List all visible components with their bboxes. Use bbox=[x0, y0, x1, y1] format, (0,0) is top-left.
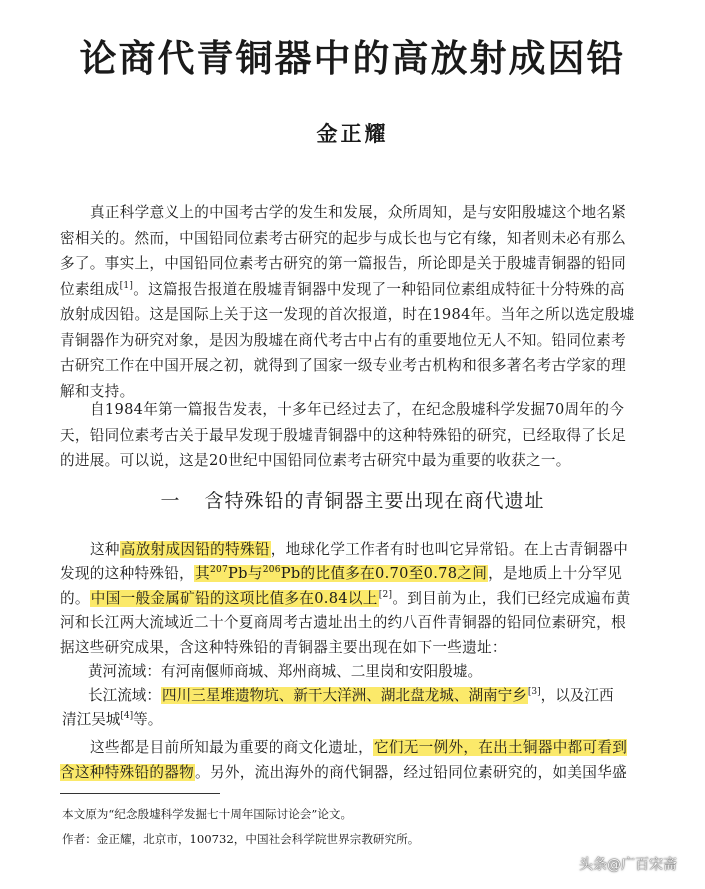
section-number: 一 bbox=[160, 490, 181, 512]
body-text: 这些都是目前所知最为重要的商文化遗址， bbox=[90, 739, 373, 756]
body-text: 这种 bbox=[90, 541, 120, 558]
footnote-divider bbox=[60, 793, 220, 794]
body-text: 长江流域： bbox=[88, 687, 161, 704]
author-name: 金正耀 bbox=[316, 122, 389, 146]
reference-marker: [2] bbox=[378, 589, 393, 600]
highlight-text: 其 bbox=[195, 565, 210, 583]
highlight-text: Pb与 bbox=[228, 565, 263, 583]
watermark-text: 头条@广百宋斋 bbox=[579, 857, 677, 873]
reference-marker: [4] bbox=[120, 711, 134, 721]
body-text: ，地球化学工作者有时也叫它异常铅。在上古青铜器中发现的这种特殊铅， bbox=[60, 541, 629, 583]
section-heading bbox=[0, 486, 705, 513]
body-text: ，以及江西 bbox=[540, 687, 614, 704]
yangtze-sites bbox=[88, 684, 648, 708]
abstract-paragraph-1 bbox=[60, 200, 638, 404]
footnote-author: 作者：金正耀，北京市，100732，中国社会科学院世界宗教研究所。 bbox=[62, 832, 420, 846]
paper-title: 论商代青铜器中的高放射成因铅 bbox=[79, 37, 626, 80]
reference-marker: [1] bbox=[119, 280, 134, 291]
abstract-text: 。这篇报告报道在殷墟青铜器中发现了一种铅同位素组成特征十分特殊的高放射成因铅。这是国际上关于这一发现的首次报道，时在1984年。当年之所以选定殷墟青铜器作为研究对象，是因为殷墟在商代考古中占有的重要地位无人不知。铅同位素考古研究工作在中国开展之初，就得到了国家一级专业考古机构和很多著名考古学家的理解和支持。 bbox=[60, 280, 635, 400]
highlight: 高放射成因铅的特殊铅 bbox=[120, 541, 270, 558]
highlight bbox=[194, 565, 488, 582]
footnote-origin: 本文原为“纪念殷墟科学发掘七十周年国际讨论会”论文。 bbox=[62, 807, 353, 821]
highlight-text: Pb的比值多在0.70至0.78之间 bbox=[280, 565, 488, 583]
reference-marker: [3] bbox=[527, 687, 541, 697]
body-text: ，是地质上十分罕见的。 bbox=[60, 565, 623, 607]
highlight: 它们无一例外，在出土铜器中都可看到含这种特殊铅的器物 bbox=[60, 739, 628, 781]
abstract-paragraph-2: 自1984年第一篇报告发表，十多年已经过去了，在纪念殷墟科学发掘70周年的今天，铅同位素考古关于最早发现于殷墟青铜器中的这种特殊铅的研究，已经取得了长足的进展。可以说，这是20世纪中国铅同位素考古研究中最为重要的收获之一。 bbox=[60, 401, 626, 469]
highlight: 四川三星堆遗物坑、新干大洋洲、湖北盘龙城、湖南宁乡 bbox=[161, 687, 527, 704]
body-text: 等。 bbox=[133, 711, 163, 728]
body-paragraph-2 bbox=[60, 735, 638, 785]
wucheng-site bbox=[62, 708, 162, 732]
body-text: 。另外，流出海外的商代铜器，经过铅同位素研究的，如美国华盛 bbox=[195, 764, 627, 781]
body-paragraph-1 bbox=[60, 538, 638, 660]
section-title: 含特殊铅的青铜器主要出现在商代遗址 bbox=[204, 490, 545, 512]
abstract-text: 真正科学意义上的中国考古学的发生和发展，众所周知，是与安阳殷墟这个地名紧密相关的。然而，中国铅同位素考古研究的起步与成长也与它有缘，知者则未必有那么多了。事实上，中国铅同位素考古研究的第一篇报告，所论即是关于殷墟青铜器的铅同位素组成 bbox=[60, 204, 627, 298]
highlight: 中国一般金属矿铅的这项比值多在0.84以上 bbox=[90, 589, 378, 607]
isotope-superscript: 206 bbox=[262, 565, 281, 576]
body-text: 清江吴城 bbox=[62, 711, 121, 728]
isotope-superscript: 207 bbox=[209, 565, 229, 576]
body-text: 。到目前为止，我们已经完成遍布黄河和长江两大流域近二十个夏商周考古遗址出土的约八百件青铜器的铅同位素研究，根据这些研究成果，含这种特殊铅的青铜器主要出现在如下一些遗址： bbox=[60, 589, 631, 656]
yellow-river-sites: 黄河流域：有河南偃师商城、郑州商城、二里岗和安阳殷墟。 bbox=[88, 663, 483, 680]
